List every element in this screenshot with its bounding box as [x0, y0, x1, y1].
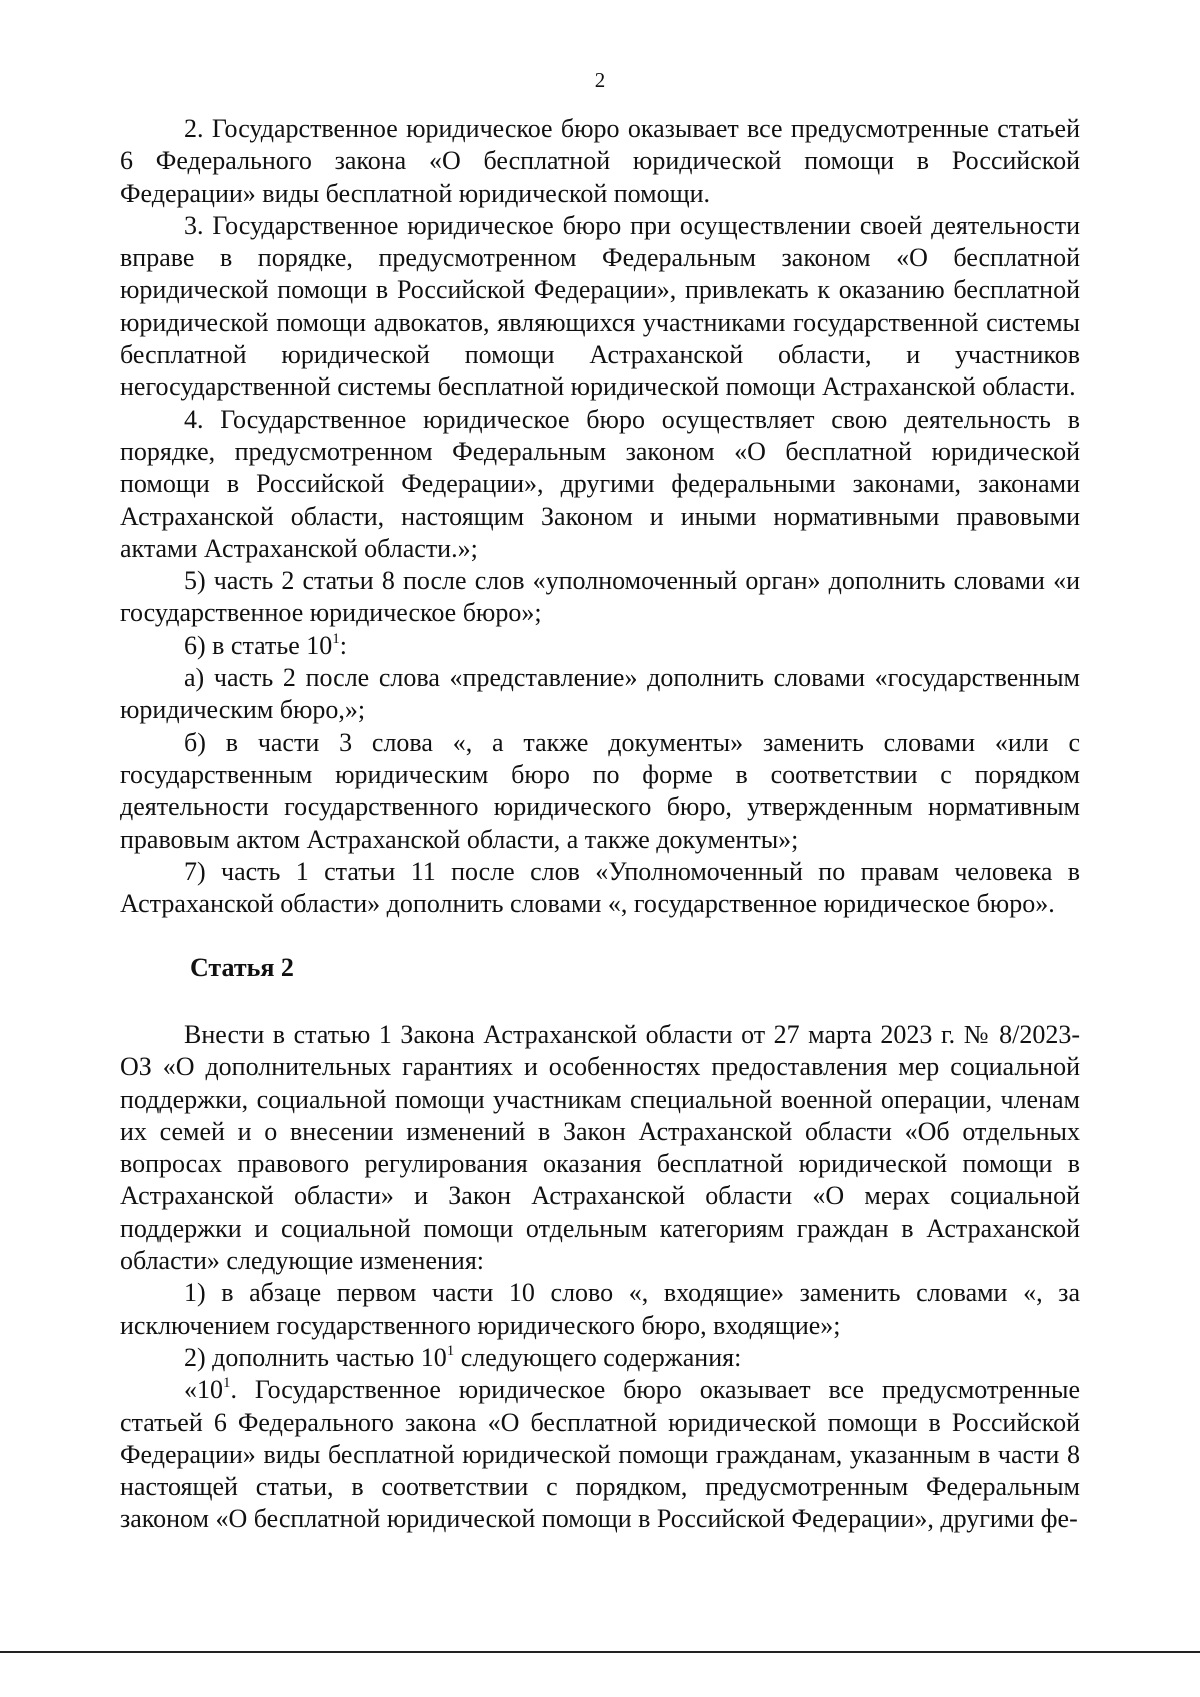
paragraph: 7) часть 1 статьи 11 после слов «Уполномоченный по правам человека в Астраханской области» дополнить словами «, государственное юридическое бюро». — [120, 856, 1080, 919]
item-6-text: 6) в статье 10 — [184, 630, 333, 660]
footer-rule — [0, 1651, 1200, 1653]
article-1-continuation — [120, 113, 1080, 920]
superscript: 1 — [332, 630, 340, 647]
item-2-suffix: следующего содержания: — [454, 1342, 742, 1372]
paragraph: 3. Государственное юридическое бюро при осуществлении своей деятельности вправе в порядке, предусмотренном Федеральным законом «О бесплатной юридической помощи в Российской Федерации», привлекать к оказанию бесплатной юридической помощи адвокатов, являющихся участниками государственной системы бесплатной юридической помощи Астраханской области, и участников негосударственной системы бесплатной юридической помощи Астраханской области. — [120, 210, 1080, 402]
paragraph-item-6 — [120, 630, 1080, 662]
quote-text: . Государственное юридическое бюро оказывает все предусмотренные статьей 6 Федерального закона «О бесплатной юридической помощи в Российской Федерации» виды бесплатной юридической помощи гражданам, указанным в части 8 настоящей статьи, в соответствии с порядком, предусмотренным Федеральным законом «О бесплатной юридической помощи в Российской Федерации», другими фе- — [120, 1375, 1080, 1534]
paragraph: б) в части 3 слова «, а также документы» заменить словами «или с государственным юридическим бюро по форме в соответствии с порядком деятельности государственного юридического бюро, утвержденным нормативным правовым актом Астраханской области, а также документы»; — [120, 727, 1080, 854]
article-heading: Статья 2 — [190, 953, 294, 982]
paragraph-quote — [120, 1374, 1080, 1535]
paragraph: 2. Государственное юридическое бюро оказывает все предусмотренные статьей 6 Федерального закона «О бесплатной юридической помощи в Российской Федерации» виды бесплатной юридической помощи. — [120, 114, 1080, 208]
paragraph-intro: Внести в статью 1 Закона Астраханской области от 27 марта 2023 г. № 8/2023-ОЗ «О дополнительных гарантиях и особенностях предоставления мер социальной поддержки, социальной помощи участникам специальной военной операции, членам их семей и о внесении изменений в Закон Астраханской области «Об отдельных вопросах правового регулирования оказания бесплатной юридической помощи в Астраханской области» и Закон Астраханской области «О мерах социальной поддержки и социальной помощи отдельным категориям граждан в Астраханской области» следующие изменения: — [120, 1020, 1080, 1276]
paragraph: 5) часть 2 статьи 8 после слов «уполномоченный орган» дополнить словами «и государственное юридическое бюро»; — [120, 566, 1080, 628]
paragraph-item-2 — [120, 1342, 1080, 1374]
item-2-text: 2) дополнить частью 10 — [184, 1342, 447, 1372]
superscript: 1 — [223, 1375, 231, 1392]
page-number: 2 — [594, 68, 606, 92]
superscript: 1 — [446, 1342, 455, 1359]
item-6-colon: : — [339, 630, 348, 660]
paragraph-item-1: 1) в абзаце первом части 10 слово «, входящие» заменить словами «, за исключением государственного юридического бюро, входящие»; — [120, 1278, 1080, 1340]
quote-prefix: «10 — [184, 1375, 223, 1405]
paragraph: 4. Государственное юридическое бюро осуществляет свою деятельность в порядке, предусмотренном Федеральным законом «О бесплатной юридической помощи в Российской Федерации», другими федеральными законами, законами Астраханской области, настоящим Законом и иными нормативными правовыми актами Астраханской области.»; — [120, 404, 1080, 563]
article-2-body — [120, 1019, 1080, 1536]
paragraph: а) часть 2 после слова «представление» дополнить словами «государственным юридическим бюро,»; — [120, 663, 1080, 725]
